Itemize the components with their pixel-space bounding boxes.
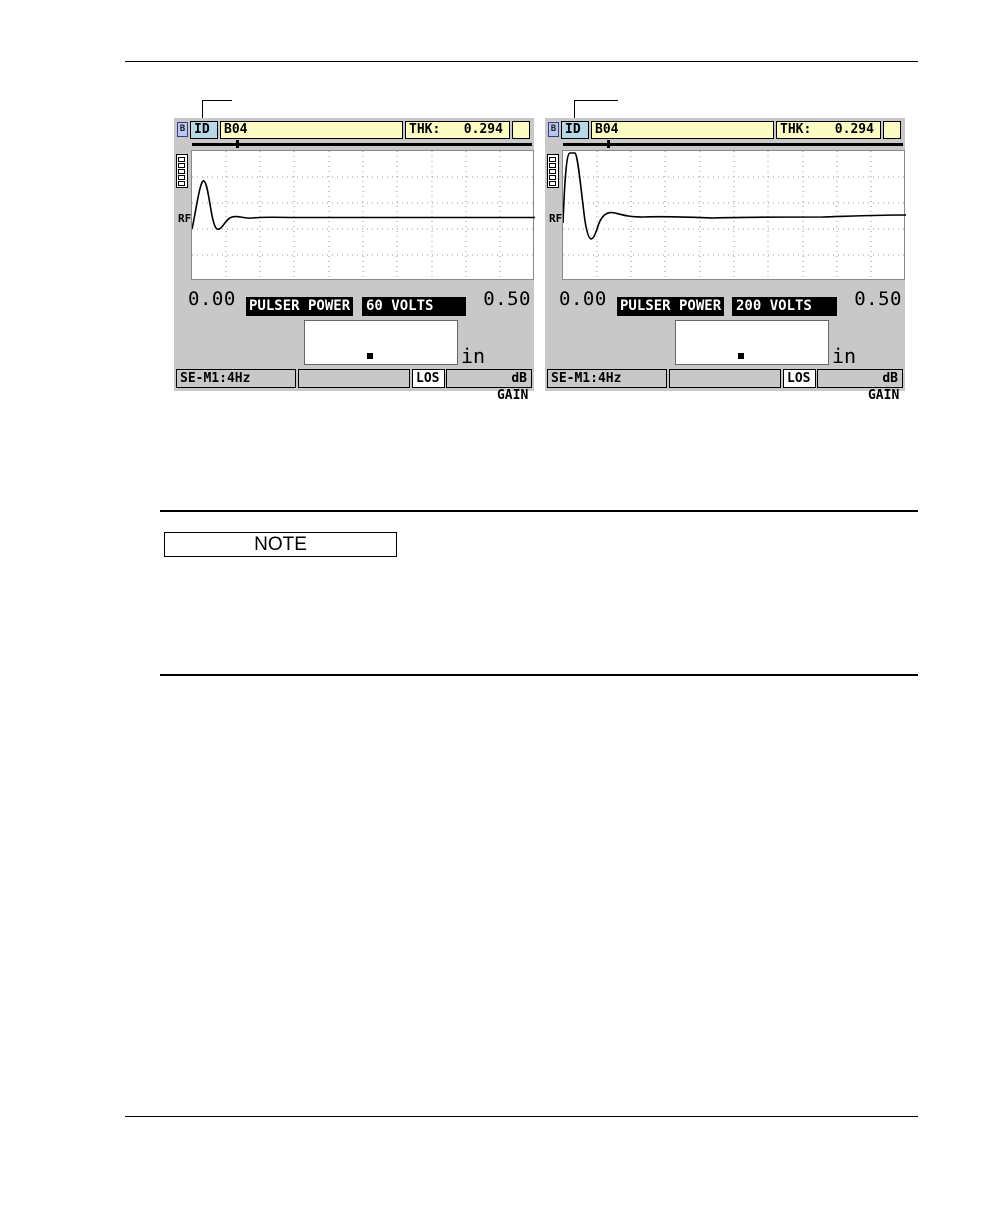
unit-label: in bbox=[461, 344, 486, 368]
thickness-readout: THK: 0.294 bbox=[776, 121, 881, 139]
page-footer-rule bbox=[125, 1116, 918, 1117]
gain-unit: dB bbox=[511, 371, 527, 386]
page-header-rule bbox=[125, 61, 918, 62]
id-value-field: B04 bbox=[591, 121, 774, 139]
id-tab: ID bbox=[561, 121, 589, 139]
rf-mode-label: RF bbox=[178, 212, 192, 225]
los-indicator: LOS bbox=[412, 369, 445, 388]
header-blank-box bbox=[512, 121, 530, 139]
status-bar bbox=[545, 369, 905, 403]
thickness-reading-box bbox=[675, 320, 829, 365]
id-tab: ID bbox=[190, 121, 218, 139]
gate-marker bbox=[607, 140, 610, 148]
gain-unit: dB bbox=[882, 371, 898, 386]
param-label: PULSER POWER bbox=[617, 297, 724, 316]
param-label: PULSER POWER bbox=[246, 297, 353, 316]
waveform-plot bbox=[191, 150, 534, 280]
rf-mode-label: RF bbox=[549, 212, 563, 225]
gain-label: GAIN bbox=[867, 388, 900, 403]
gate-track bbox=[192, 143, 532, 146]
gauge-screen-200-volts bbox=[545, 118, 905, 403]
callout-line-left-horizontal bbox=[202, 100, 232, 101]
range-start: 0.00 bbox=[559, 288, 607, 310]
param-value-text: 200 VOLTS bbox=[736, 298, 812, 314]
param-value-text: 60 VOLTS bbox=[366, 298, 434, 314]
setup-b-icon: B bbox=[548, 122, 559, 137]
status-middle bbox=[669, 369, 781, 388]
note-label: NOTE bbox=[164, 532, 397, 557]
id-value-field: B04 bbox=[220, 121, 403, 139]
header-blank-box bbox=[883, 121, 901, 139]
reading-placeholder-dot bbox=[367, 353, 373, 359]
status-bar bbox=[174, 369, 534, 403]
range-start: 0.00 bbox=[188, 288, 236, 310]
gain-indicator bbox=[446, 369, 532, 403]
gain-label: GAIN bbox=[496, 388, 529, 403]
note-bottom-rule bbox=[160, 674, 918, 676]
unit-label: in bbox=[832, 344, 857, 368]
range-end: 0.50 bbox=[854, 288, 902, 310]
note-top-rule bbox=[160, 510, 918, 512]
thickness-readout: THK: 0.294 bbox=[405, 121, 510, 139]
gauge-screen-60-volts bbox=[174, 118, 534, 403]
transducer-mode: SE-M1:4Hz bbox=[176, 369, 296, 388]
waveform-plot bbox=[562, 150, 905, 280]
grid-dots bbox=[192, 151, 535, 281]
setup-b-icon: B bbox=[177, 122, 188, 137]
gate-marker bbox=[236, 140, 239, 148]
reading-placeholder-dot bbox=[738, 353, 744, 359]
waveform-svg bbox=[192, 151, 535, 281]
status-middle bbox=[298, 369, 410, 388]
screen-header-bar bbox=[174, 121, 534, 139]
gate-track bbox=[563, 143, 903, 146]
transducer-mode: SE-M1:4Hz bbox=[547, 369, 667, 388]
callout-line-right-horizontal bbox=[574, 100, 618, 101]
range-end: 0.50 bbox=[483, 288, 531, 310]
waveform-svg bbox=[563, 151, 906, 281]
thickness-reading-box bbox=[304, 320, 458, 365]
gain-indicator bbox=[817, 369, 903, 403]
battery-icon bbox=[547, 154, 559, 188]
screen-header-bar bbox=[545, 121, 905, 139]
battery-icon bbox=[176, 154, 188, 188]
param-value[interactable] bbox=[732, 297, 837, 316]
param-value[interactable] bbox=[362, 297, 466, 316]
los-indicator: LOS bbox=[783, 369, 816, 388]
